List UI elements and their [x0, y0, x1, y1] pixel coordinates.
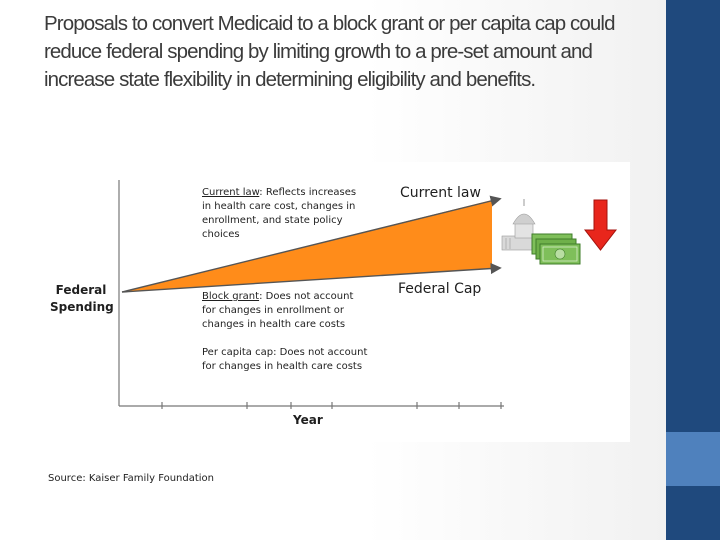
- right-accent-bar: [666, 0, 720, 540]
- money-stack-icon: [532, 234, 580, 264]
- right-accent-block: [666, 432, 720, 486]
- source-caption: Source: Kaiser Family Foundation: [48, 473, 215, 484]
- federal-cap-label: Federal Cap: [398, 281, 482, 297]
- spending-diagram: [44, 162, 630, 442]
- current-law-label: Current law: [400, 185, 481, 201]
- block-grant-note: Block grant: Does not account for changes in enrollment or changes in health care costs: [202, 291, 354, 330]
- x-axis-label: Year: [293, 413, 323, 427]
- per-capita-cap-note: Per capita cap: Does not account for changes in health care costs: [202, 347, 368, 372]
- block-grant-term: Block grant: [202, 291, 260, 302]
- slide-title: Proposals to convert Medicaid to a block grant or per capita cap could reduce federal spending by limiting growth to a pre-set amount and increase state flexibility in determining eligibility and benefits.: [44, 12, 615, 91]
- y-axis-label: Federal Spending: [50, 283, 114, 314]
- down-arrow-icon: [585, 200, 616, 250]
- current-law-term: Current law: [202, 187, 260, 198]
- current-law-note: Current law: Reflects increases in health care cost, changes in enrollment, and state policy choices: [202, 187, 357, 240]
